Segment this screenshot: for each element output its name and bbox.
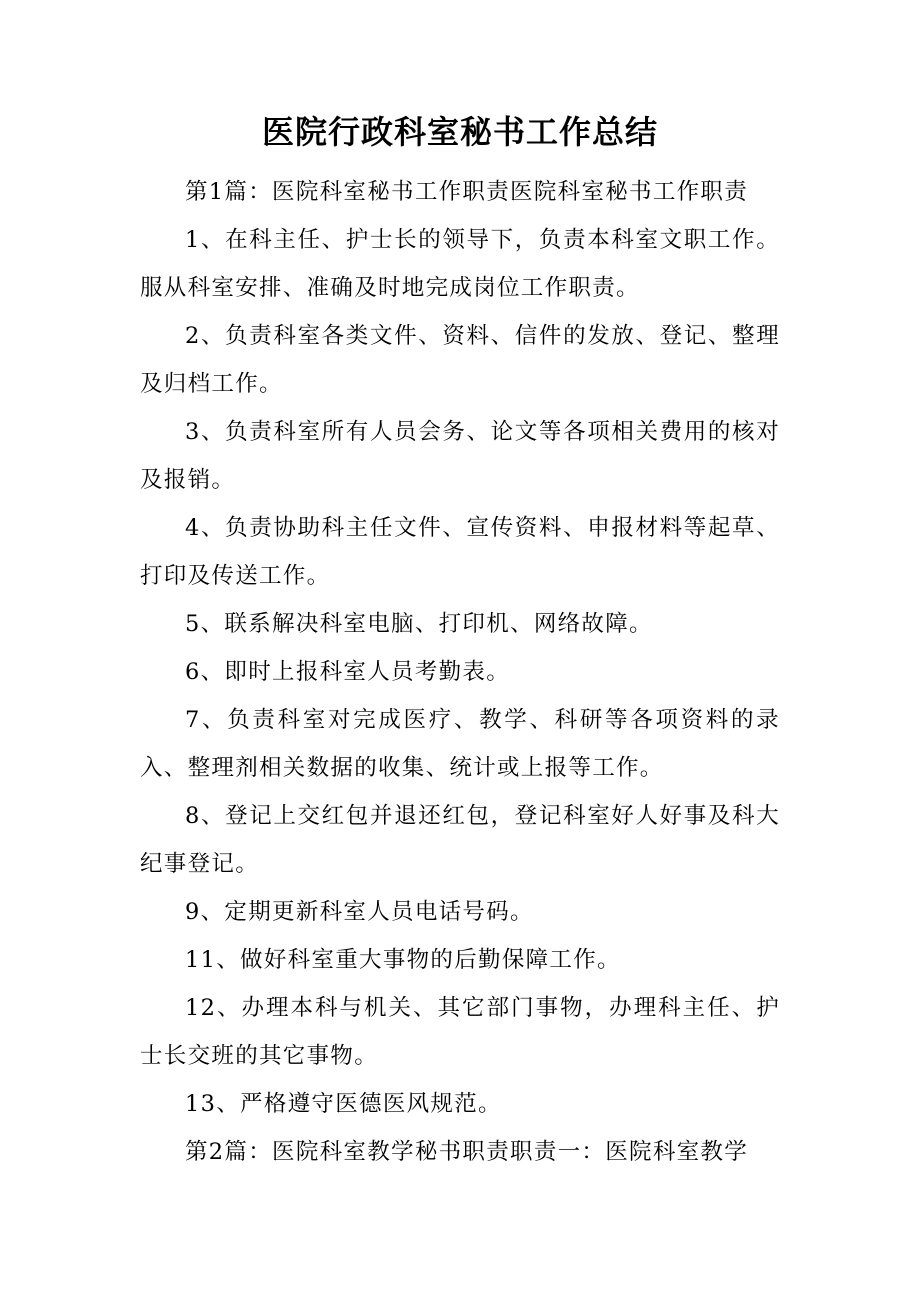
paragraph-item-6: 6、即时上报科室人员考勤表。 (185, 659, 511, 685)
paragraph-item-3: 3、负责科室所有人员会务、论文等各项相关费用的核对及报销。 (140, 419, 780, 493)
paragraph-item-1: 1、在科主任、护士长的领导下，负责本科室文职工作。服从科室安排、准确及时地完成岗位工作职责。 (140, 227, 780, 301)
paragraph-item-13: 13、严格遵守医德医风规范。 (185, 1091, 502, 1117)
paragraph-item-11: 11、做好科室重大事物的后勤保障工作。 (185, 947, 621, 973)
paragraph-heading-1: 第1篇：医院科室秘书工作职责医院科室秘书工作职责 (185, 179, 749, 205)
document-title: 医院行政科室秘书工作总结 (261, 113, 658, 151)
document-body (140, 168, 780, 1176)
paragraph-item-2: 2、负责科室各类文件、资料、信件的发放、登记、整理及归档工作。 (140, 323, 780, 397)
paragraph-item-8: 8、登记上交红包并退还红包，登记科室好人好事及科大纪事登记。 (140, 803, 780, 877)
paragraph-item-5: 5、联系解决科室电脑、打印机、网络故障。 (185, 611, 653, 637)
paragraph-item-12: 12、办理本科与机关、其它部门事物，办理科主任、护士长交班的其它事物。 (140, 995, 780, 1069)
paragraph-item-7: 7、负责科室对完成医疗、教学、科研等各项资料的录入、整理剂相关数据的收集、统计或上报等工作。 (140, 707, 780, 781)
paragraph-item-4: 4、负责协助科主任文件、宣传资料、申报材料等起草、打印及传送工作。 (140, 515, 780, 589)
paragraph-heading-2: 第2篇：医院科室教学秘书职责职责一：医院科室教学 (185, 1139, 749, 1165)
paragraph-item-9: 9、定期更新科室人员电话号码。 (185, 899, 534, 925)
